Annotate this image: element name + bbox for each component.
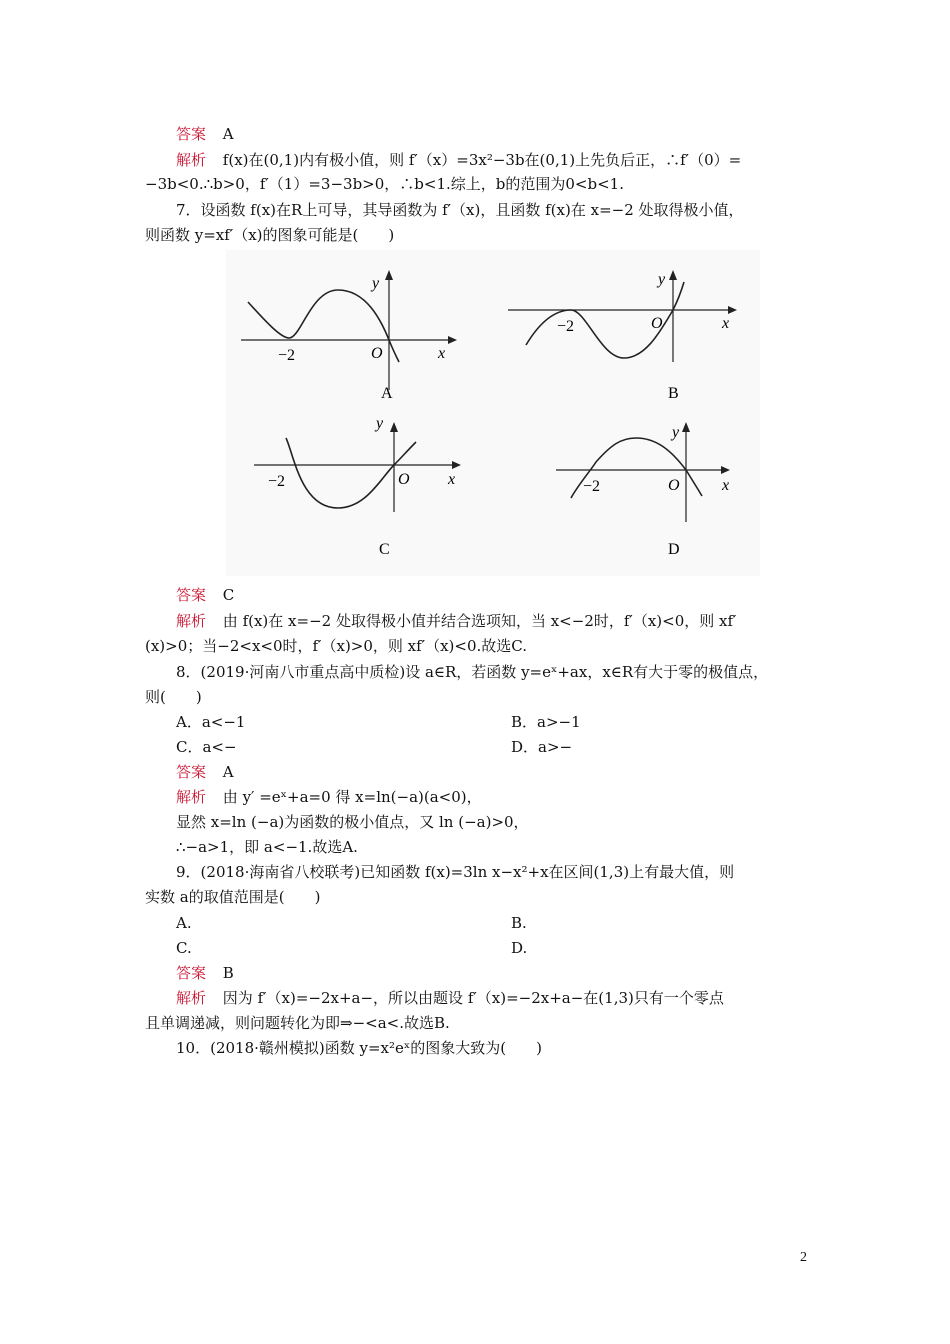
q9-stem: 9．(2018·海南省八校联考)已知函数 f(x)=3ln x−x²+x在区间(1,3)上有最大值，则 — [176, 863, 735, 881]
q8-option-d: D．a>− — [511, 738, 573, 756]
graph-c-y-arrow — [390, 422, 398, 432]
graph-c-curve — [286, 438, 416, 508]
graph-d — [556, 422, 730, 558]
answer-label: 答案 — [176, 763, 207, 781]
q9-stem-cont: 实数 a的取值范围是( ) — [145, 888, 321, 906]
q8-analysis-line2: 显然 x=ln (−a)为函数的极小值点，又 ln (−a)>0， — [176, 813, 529, 831]
graph-b-y-arrow — [669, 270, 677, 280]
answer-label: 答案 — [176, 964, 207, 982]
answer-label: 答案 — [176, 125, 207, 143]
graph-c-tick: −2 — [268, 473, 286, 490]
page-number: 2 — [800, 1250, 807, 1265]
analysis-label: 解析 — [176, 788, 207, 806]
analysis-text: 因为 f′（x)=−2x+a−，所以由题设 f′（x)=−2x+a−在(1,3)只有一个零点 — [222, 989, 724, 1007]
q8-option-a: A．a<−1 — [176, 713, 246, 731]
graph-b — [508, 270, 737, 402]
graph-d-origin: O — [668, 477, 680, 494]
graph-d-x-arrow — [721, 466, 730, 474]
answer-value: B — [222, 964, 234, 982]
q8-option-c: C．a<− — [176, 738, 237, 756]
graph-a-x-label: x — [438, 345, 446, 362]
graph-b-y-label: y — [658, 271, 666, 288]
q8-stem: 8．(2019·河南八市重点高中质检)设 a∈R，若函数 y=eˣ+ax，x∈R有大于零的极值点， — [176, 663, 769, 681]
q8-stem-cont: 则( ) — [145, 688, 202, 706]
analysis-label: 解析 — [176, 151, 207, 169]
analysis-text: 由 f(x)在 x=−2 处取得极小值并结合选项知，当 x<−2时，f′（x)<0，则 xf′ — [222, 612, 737, 630]
analysis-label: 解析 — [176, 612, 207, 630]
graph-a-option-label: A — [381, 385, 393, 402]
graph-a-origin: O — [371, 345, 383, 362]
graph-d-y-arrow — [682, 422, 690, 432]
q6-analysis — [176, 150, 741, 170]
graph-a-tick: −2 — [278, 347, 296, 364]
q8-option-b: B．a>−1 — [511, 713, 581, 731]
analysis-text: f(x)在(0,1)内有极小值，则 f′（x）=3x²−3b在(0,1)上先负后正，∴f′（0）= — [222, 151, 742, 169]
q8-answer — [176, 762, 234, 782]
graph-c-option-label: C — [379, 541, 390, 558]
graph-c — [254, 415, 461, 558]
q10-stem: 10．(2018·赣州模拟)函数 y=x²eˣ的图象大致为( ) — [176, 1039, 542, 1057]
q7-graph-figure — [226, 250, 760, 576]
graph-b-origin: O — [651, 315, 663, 332]
graph-a — [241, 270, 457, 402]
graph-d-x-label: x — [722, 477, 730, 494]
q6-analysis-cont: −3b<0.∴b>0，f′（1）=3−3b>0，∴b<1.综上，b的范围为0<b<1. — [145, 175, 624, 193]
q7-stem: 7．设函数 f(x)在R上可导，其导函数为 f′（x)，且函数 f(x)在 x=−2 处取得极小值， — [176, 201, 744, 219]
graph-b-option-label: B — [668, 385, 679, 402]
q9-analysis — [176, 988, 724, 1008]
graph-c-x-label: x — [448, 471, 456, 488]
q9-option-c: C. — [176, 939, 192, 957]
q9-option-a: A. — [176, 914, 192, 932]
q7-analysis — [176, 611, 736, 631]
graph-d-option-label: D — [668, 541, 680, 558]
q7-answer — [176, 585, 234, 605]
q9-option-d: D. — [511, 939, 528, 957]
analysis-text: 由 y′ =eˣ+a=0 得 x=ln(−a)(a<0)， — [222, 788, 482, 806]
analysis-label: 解析 — [176, 989, 207, 1007]
graph-d-y-label: y — [672, 424, 680, 441]
answer-value: C — [222, 586, 235, 604]
graph-c-x-arrow — [452, 461, 461, 469]
graph-b-tick: −2 — [557, 318, 575, 335]
q9-option-b: B. — [511, 914, 527, 932]
answer-label: 答案 — [176, 586, 207, 604]
graph-a-y-label: y — [372, 275, 380, 292]
q8-analysis-line3: ∴−a>1，即 a<−1.故选A. — [176, 838, 358, 856]
answer-value: A — [222, 763, 234, 781]
graph-b-x-label: x — [722, 315, 730, 332]
answer-value: A — [222, 125, 234, 143]
q8-analysis — [176, 787, 482, 807]
graph-a-x-arrow — [448, 336, 457, 344]
q7-analysis-cont: (x)>0；当−2<x<0时，f′（x)>0，则 xf′（x)<0.故选C. — [145, 637, 527, 655]
graph-c-origin: O — [398, 471, 410, 488]
graph-d-tick: −2 — [583, 478, 601, 495]
q6-answer — [176, 124, 234, 144]
graph-a-y-arrow — [385, 270, 393, 280]
q9-analysis-cont: 且单调递减，则问题转化为即⇒−<a<.故选B. — [145, 1014, 450, 1032]
q7-stem-cont: 则函数 y=xf′（x)的图象可能是( ) — [145, 226, 395, 244]
graph-b-x-arrow — [728, 306, 737, 314]
q9-answer — [176, 963, 234, 983]
graph-c-y-label: y — [376, 415, 384, 432]
